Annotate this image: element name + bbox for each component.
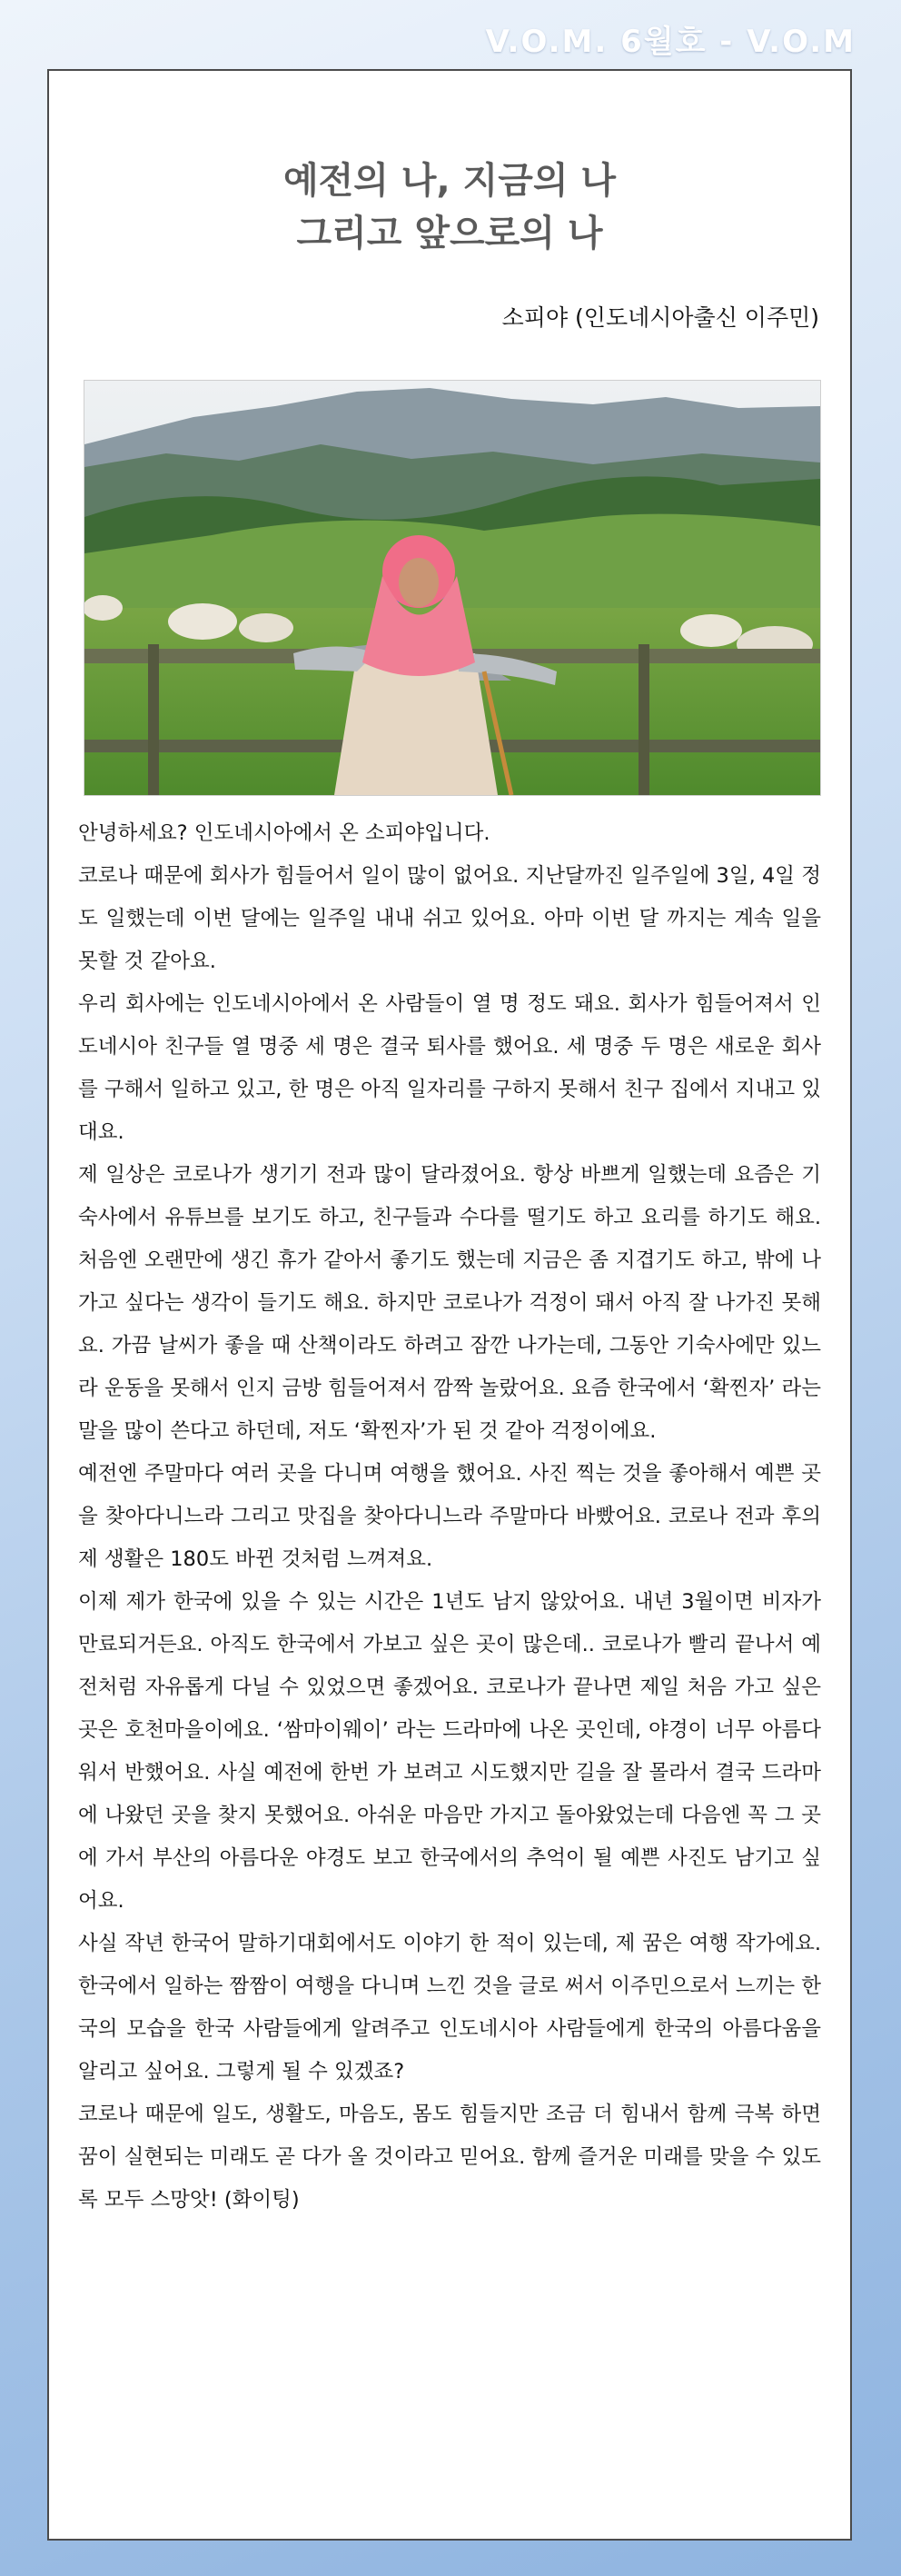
article-title-line-1: 예전의 나, 지금의 나 (282, 160, 617, 202)
article-title (49, 154, 850, 260)
article-author: 소피야 (인도네시아출신 이주민) (501, 304, 819, 331)
paragraph-5: 예전엔 주말마다 여러 곳을 다니며 여행을 했어요. 사진 찍는 것을 좋아해서 예쁜 곳을 찾아다니느라 그리고 맛집을 찾아다니느라 주말마다 바빴어요. 코로나 전과 후의 제 생활은 180도 바뀐 것처럼 느껴져요. (78, 1462, 821, 1571)
article-photo (84, 380, 821, 796)
page-header-title: V.O.M. 6월호 - V.O.M (485, 24, 856, 60)
paragraph-8: 코로나 때문에 일도, 생활도, 마음도, 몸도 힘들지만 조금 더 힘내서 함께 극복 하면 꿈이 실현되는 미래도 곧 다가 올 것이라고 믿어요. 함께 즐거운 미래를 맞을 수 있도록 모두 스망앗! (화이팅) (78, 2103, 821, 2212)
paragraph-4: 제 일상은 코로나가 생기기 전과 많이 달라졌어요. 항상 바쁘게 일했는데 요즘은 기숙사에서 유튜브를 보기도 하고, 친구들과 수다를 떨기도 하고 요리를 하기도 해요. 처음엔 오랜만에 생긴 휴가 같아서 좋기도 했는데 지금은 좀 지겹기도 하고, 밖에 나가고 싶다는 생각이 들기도 해요. 하지만 코로나가 걱정이 돼서 아직 잘 나가진 못해요. 가끔 날씨가 좋을 때 산책이라도 하려고 잠깐 나가는데, 그동안 기숙사에만 있느라 운동을 못해서 인지 금방 힘들어져서 깜짝 놀랐어요. 요즘 한국에서 ‘확찐자’ 라는 말을 많이 쓴다고 하던데, 저도 ‘확찐자’가 된 것 같아 걱정이에요. (78, 1163, 821, 1443)
article-card (47, 69, 852, 2541)
article-title-line-2: 그리고 앞으로의 나 (296, 213, 603, 254)
paragraph-2: 코로나 때문에 회사가 힘들어서 일이 많이 없어요. 지난달까진 일주일에 3일, 4일 정도 일했는데 이번 달에는 일주일 내내 쉬고 있어요. 아마 이번 달 까지는 계속 일을 못할 것 같아요. (78, 864, 821, 973)
paragraph-7: 사실 작년 한국어 말하기대회에서도 이야기 한 적이 있는데, 제 꿈은 여행 작가에요. 한국에서 일하는 짬짬이 여행을 다니며 느낀 것을 글로 써서 이주민으로서 느끼는 한국의 모습을 한국 사람들에게 알려주고 인도네시아 사람들에게 한국의 아름다움을 알리고 싶어요. 그렇게 될 수 있겠죠? (78, 1932, 821, 2084)
paragraph-1: 안녕하세요? 인도네시아에서 온 소피야입니다. (78, 821, 490, 845)
paragraph-6: 이제 제가 한국에 있을 수 있는 시간은 1년도 남지 않았어요. 내년 3월이면 비자가 만료되거든요. 아직도 한국에서 가보고 싶은 곳이 많은데.. 코로나가 빨리 끝나서 예전처럼 자유롭게 다닐 수 있었으면 좋겠어요. 코로나가 끝나면 제일 처음 가고 싶은 곳은 호천마을이에요. ‘쌈마이웨이’ 라는 드라마에 나온 곳인데, 야경이 너무 아름다워서 반했어요. 사실 예전에 한번 가 보려고 시도했지만 길을 잘 몰라서 결국 드라마에 나왔던 곳을 찾지 못했어요. 아쉬운 마음만 가지고 돌아왔었는데 다음엔 꼭 그 곳에 가서 부산의 아름다운 야경도 보고 한국에서의 추억이 될 예쁜 사진도 남기고 싶어요. (78, 1590, 821, 1913)
paragraph-3: 우리 회사에는 인도네시아에서 온 사람들이 열 명 정도 돼요. 회사가 힘들어져서 인도네시아 친구들 열 명중 세 명은 결국 퇴사를 했어요. 세 명중 두 명은 새로운 회사를 구해서 일하고 있고, 한 명은 아직 일자리를 구하지 못해서 친구 집에서 지내고 있대요. (78, 992, 821, 1144)
article-body (78, 812, 821, 2222)
